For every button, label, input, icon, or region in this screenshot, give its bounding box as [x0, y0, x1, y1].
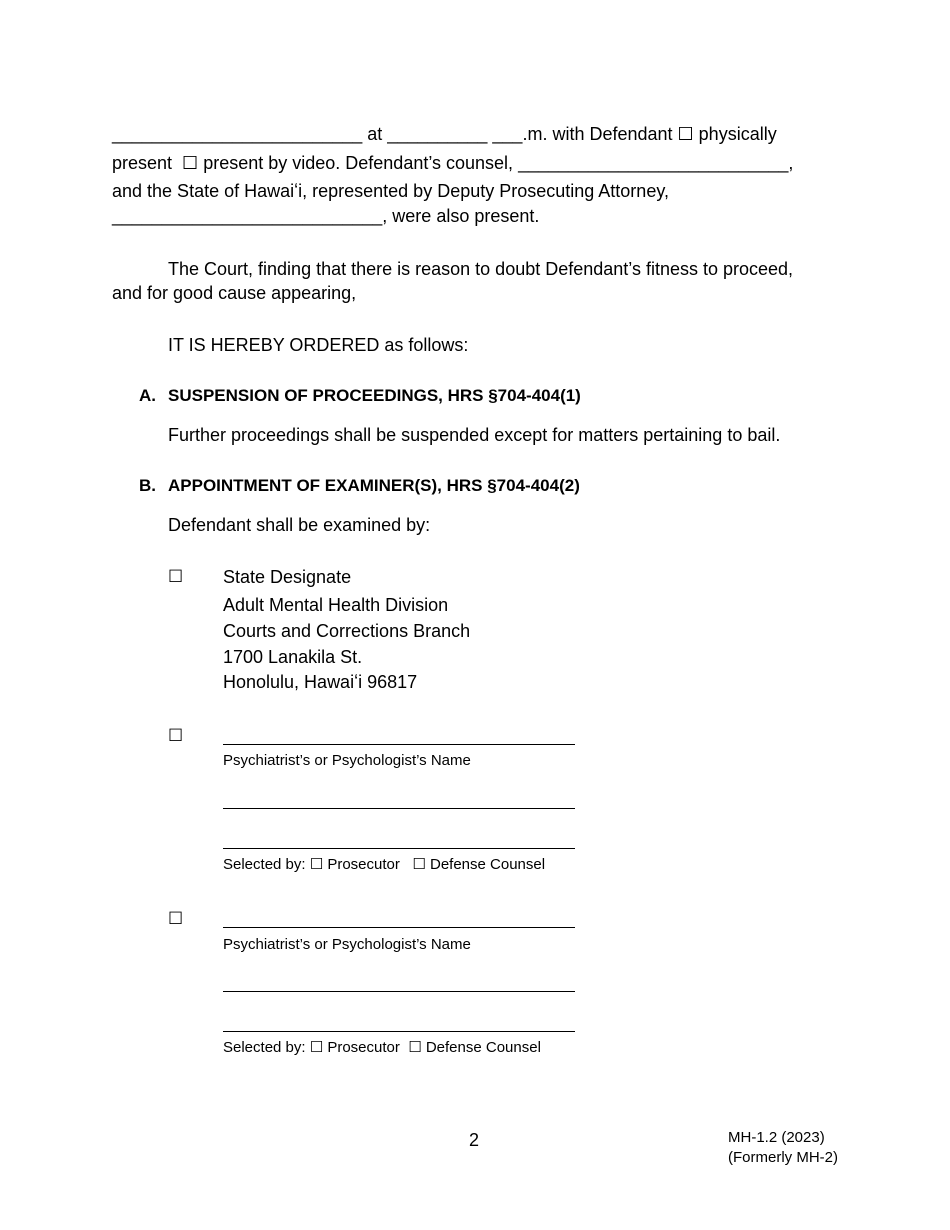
examiner-2-address-line-1[interactable]	[223, 991, 575, 992]
state-designate-division: Adult Mental Health Division	[223, 595, 449, 615]
state-designate-street: 1700 Lanakila St.	[223, 647, 363, 667]
state-designate-checkbox[interactable]: ☐	[168, 567, 184, 586]
examiner-2-name-line[interactable]	[223, 927, 575, 928]
examiner-1-selected-by	[223, 856, 545, 874]
time-blank: __________	[387, 124, 488, 144]
physically-text: physically	[693, 124, 777, 144]
state-designate-branch: Courts and Corrections Branch	[223, 621, 471, 641]
formerly-form-id: (Formerly MH-2)	[728, 1149, 838, 1166]
examiner-1-prosecutor-checkbox[interactable]: ☐	[309, 856, 324, 873]
finding-line-2: and for good cause appearing,	[112, 283, 357, 303]
defense-counsel-label: Defense Counsel	[425, 856, 546, 873]
video-text: present by video. Defendant’s counsel,	[198, 153, 519, 173]
section-b-text: Defendant shall be examined by:	[168, 515, 431, 535]
section-a-title: SUSPENSION OF PROCEEDINGS, HRS §704-404(1)	[168, 386, 581, 405]
present-text: present	[112, 153, 183, 173]
selected-by-label: Selected by:	[223, 1039, 310, 1056]
prosecutor-blank: ___________________________	[112, 206, 383, 226]
present-by-video-checkbox[interactable]: ☐	[182, 153, 199, 173]
intro-line-4	[112, 206, 539, 226]
intro-line-1	[112, 124, 777, 144]
section-b-title: APPOINTMENT OF EXAMINER(S), HRS §704-404(2)	[168, 476, 580, 495]
also-present-text: , were also present.	[382, 206, 540, 226]
intro-line-3: and the State of Hawaiʻi, represented by Deputy Prosecuting Attorney,	[112, 181, 669, 201]
examiner-2-name-label: Psychiatrist’s or Psychologist’s Name	[223, 936, 471, 953]
section-b-letter: B.	[139, 476, 156, 495]
at-text: at	[362, 124, 388, 144]
section-a-text: Further proceedings shall be suspended except for matters pertaining to bail.	[168, 425, 781, 445]
examiner-1-address-line-1[interactable]	[223, 808, 575, 809]
section-a-letter: A.	[139, 386, 156, 405]
physically-present-checkbox[interactable]: ☐	[677, 124, 694, 144]
date-blank: _________________________	[112, 124, 363, 144]
finding-line-1: The Court, finding that there is reason to doubt Defendant’s fitness to proceed,	[168, 259, 794, 279]
examiner-2-prosecutor-checkbox[interactable]: ☐	[309, 1039, 324, 1056]
ampm-blank: ___	[487, 124, 523, 144]
examiner-1-name-label: Psychiatrist’s or Psychologist’s Name	[223, 752, 471, 769]
with-defendant-text: .m. with Defendant	[522, 124, 678, 144]
examiner-2-selected-by	[223, 1039, 541, 1057]
state-designate-city: Honolulu, Hawaiʻi 96817	[223, 672, 418, 692]
intro-line-2	[112, 153, 793, 173]
prosecutor-label: Prosecutor	[323, 1039, 409, 1056]
selected-by-label: Selected by:	[223, 856, 310, 873]
defense-counsel-label: Defense Counsel	[421, 1039, 541, 1056]
examiner-2-checkbox[interactable]: ☐	[168, 909, 184, 928]
examiner-2-defense-checkbox[interactable]: ☐	[408, 1039, 422, 1056]
page-number: 2	[469, 1130, 480, 1150]
examiner-1-name-line[interactable]	[223, 744, 575, 745]
order-intro: IT IS HEREBY ORDERED as follows:	[168, 335, 469, 355]
examiner-1-checkbox[interactable]: ☐	[168, 726, 184, 745]
form-id: MH-1.2 (2023)	[728, 1129, 825, 1146]
prosecutor-label: Prosecutor	[323, 856, 413, 873]
state-designate-label: State Designate	[223, 567, 352, 587]
examiner-2-address-line-2[interactable]	[223, 1031, 575, 1032]
examiner-1-address-line-2[interactable]	[223, 848, 575, 849]
examiner-1-defense-checkbox[interactable]: ☐	[412, 856, 426, 873]
counsel-blank: ___________________________,	[518, 153, 794, 173]
